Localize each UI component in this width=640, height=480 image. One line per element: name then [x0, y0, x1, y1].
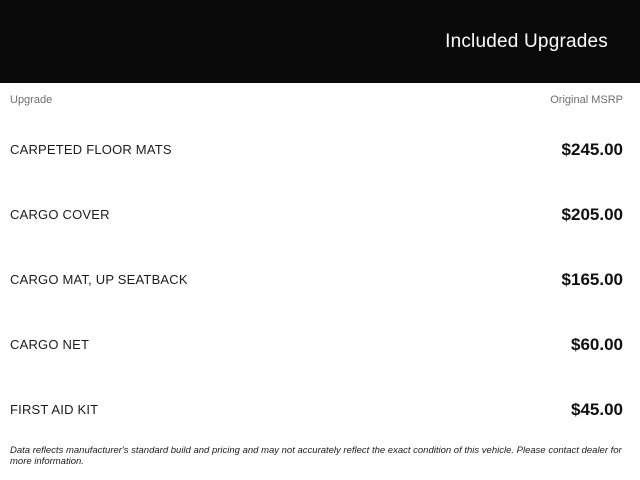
column-header-upgrade: Upgrade — [10, 94, 53, 106]
table-row — [10, 377, 623, 442]
upgrade-price: $205.00 — [561, 204, 623, 224]
column-header-msrp: Original MSRP — [550, 94, 623, 106]
header-bar — [0, 0, 640, 83]
upgrade-name: FIRST AID KIT — [10, 402, 99, 417]
table-row — [10, 247, 623, 312]
table-row — [10, 182, 623, 247]
table-row — [10, 117, 623, 182]
page-title: Included Upgrades — [445, 30, 608, 52]
upgrade-name: CARPETED FLOOR MATS — [10, 142, 172, 157]
upgrade-name: CARGO MAT, UP SEATBACK — [10, 272, 188, 287]
upgrade-price: $165.00 — [561, 269, 623, 289]
upgrade-name: CARGO COVER — [10, 207, 110, 222]
table-row — [10, 312, 623, 377]
upgrade-price: $45.00 — [571, 399, 623, 419]
upgrade-name: CARGO NET — [10, 337, 90, 352]
upgrades-table — [0, 83, 640, 480]
disclaimer-text: Data reflects manufacturer's standard build and pricing and may not accurately reflect the exact condition of this vehicle. Please contact dealer for more information. — [10, 445, 622, 467]
upgrade-price: $60.00 — [571, 334, 623, 354]
upgrade-price: $245.00 — [561, 139, 623, 159]
table-header-row — [10, 83, 623, 117]
